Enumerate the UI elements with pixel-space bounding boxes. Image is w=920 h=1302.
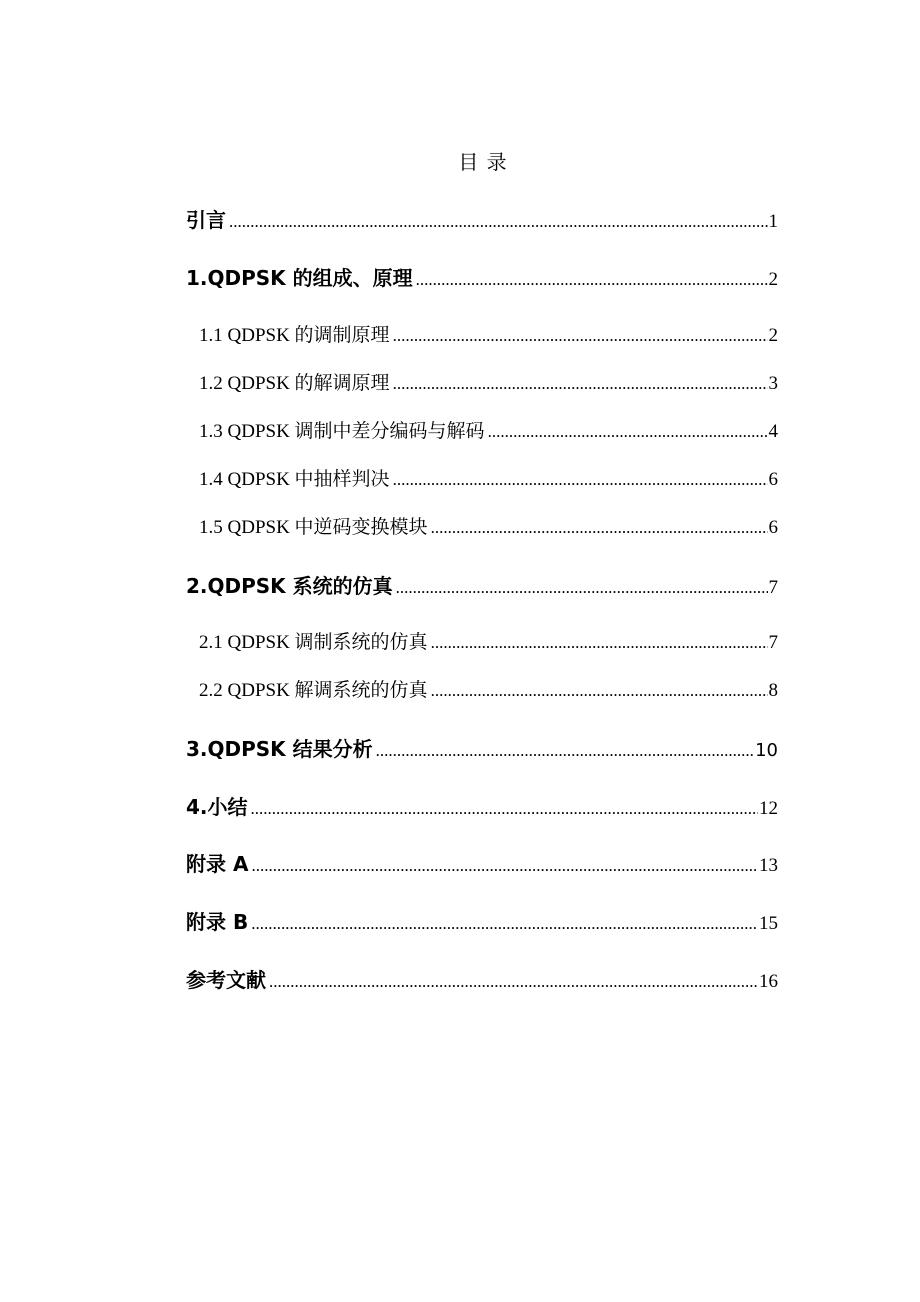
toc-entry-label: 2.QDPSK 系统的仿真	[186, 574, 393, 598]
dot-leader	[431, 633, 768, 653]
toc-entry-page: 6	[768, 469, 778, 490]
toc-entry-chapter-3[interactable]	[186, 733, 778, 762]
dot-leader	[393, 470, 768, 490]
toc-entry-page: 4	[768, 421, 778, 442]
toc-entry-label: 1.3 QDPSK 调制中差分编码与解码	[199, 421, 485, 442]
toc-entry-section-1-1[interactable]	[199, 320, 778, 347]
toc-entry-chapter-4[interactable]	[186, 791, 778, 820]
dot-leader	[269, 972, 758, 992]
dot-leader	[393, 374, 768, 394]
toc-entry-label: 2.1 QDPSK 调制系统的仿真	[199, 632, 428, 653]
toc-entry-page: 15	[759, 913, 778, 934]
toc-entry-label: 1.5 QDPSK 中逆码变换模块	[199, 517, 428, 538]
toc-entry-introduction[interactable]	[186, 204, 778, 233]
toc-entry-page: 10	[755, 740, 778, 761]
toc-entry-page: 16	[759, 971, 778, 992]
toc-entry-label: 1.1 QDPSK 的调制原理	[199, 325, 390, 346]
toc-entry-page: 3	[768, 373, 778, 394]
dot-leader	[393, 326, 768, 346]
toc-entry-section-1-2[interactable]	[199, 368, 778, 395]
toc-title: 目 录	[458, 150, 508, 174]
toc-entry-section-2-2[interactable]	[199, 675, 778, 702]
dot-leader	[251, 914, 758, 934]
dot-leader	[251, 856, 758, 876]
dot-leader	[416, 270, 768, 290]
dot-leader	[431, 518, 768, 538]
toc-entry-page: 2	[768, 325, 778, 346]
dot-leader	[229, 212, 768, 232]
toc-entry-label: 参考文献	[186, 968, 266, 992]
toc-entry-label: 1.QDPSK 的组成、原理	[186, 266, 413, 290]
toc-entry-label: 1.2 QDPSK 的解调原理	[199, 373, 390, 394]
toc-entry-page: 8	[768, 680, 778, 701]
toc-entry-page: 7	[768, 632, 778, 653]
toc-entry-section-1-3[interactable]	[199, 416, 778, 443]
toc-entry-label: 3.QDPSK 结果分析	[186, 737, 373, 761]
toc-entry-chapter-1[interactable]	[186, 262, 778, 291]
toc-entry-page: 1	[768, 211, 778, 232]
dot-leader	[488, 422, 768, 442]
toc-entry-appendix-b[interactable]	[186, 906, 778, 935]
toc-entry-page: 12	[759, 798, 778, 819]
toc-entry-page: 7	[768, 577, 778, 598]
dot-leader	[251, 799, 758, 819]
toc-entry-label: 1.4 QDPSK 中抽样判决	[199, 469, 390, 490]
toc-entry-chapter-2[interactable]	[186, 570, 778, 599]
toc-entry-label: 附录 A	[186, 852, 249, 876]
toc-entry-section-2-1[interactable]	[199, 627, 778, 654]
toc-entry-section-1-5[interactable]	[199, 512, 778, 539]
toc-entry-page: 6	[768, 517, 778, 538]
toc-entry-page: 13	[759, 855, 778, 876]
toc-entry-references[interactable]	[186, 964, 778, 993]
dot-leader	[376, 741, 754, 761]
toc-entry-label: 附录 B	[186, 910, 249, 934]
toc-entry-label: 2.2 QDPSK 解调系统的仿真	[199, 680, 428, 701]
toc-entry-page: 2	[768, 269, 778, 290]
toc-entry-section-1-4[interactable]	[199, 464, 778, 491]
toc-entry-appendix-a[interactable]	[186, 848, 778, 877]
toc-entry-label: 引言	[186, 208, 226, 232]
dot-leader	[431, 681, 768, 701]
toc-entry-label: 4.小结	[186, 795, 248, 819]
dot-leader	[396, 578, 768, 598]
